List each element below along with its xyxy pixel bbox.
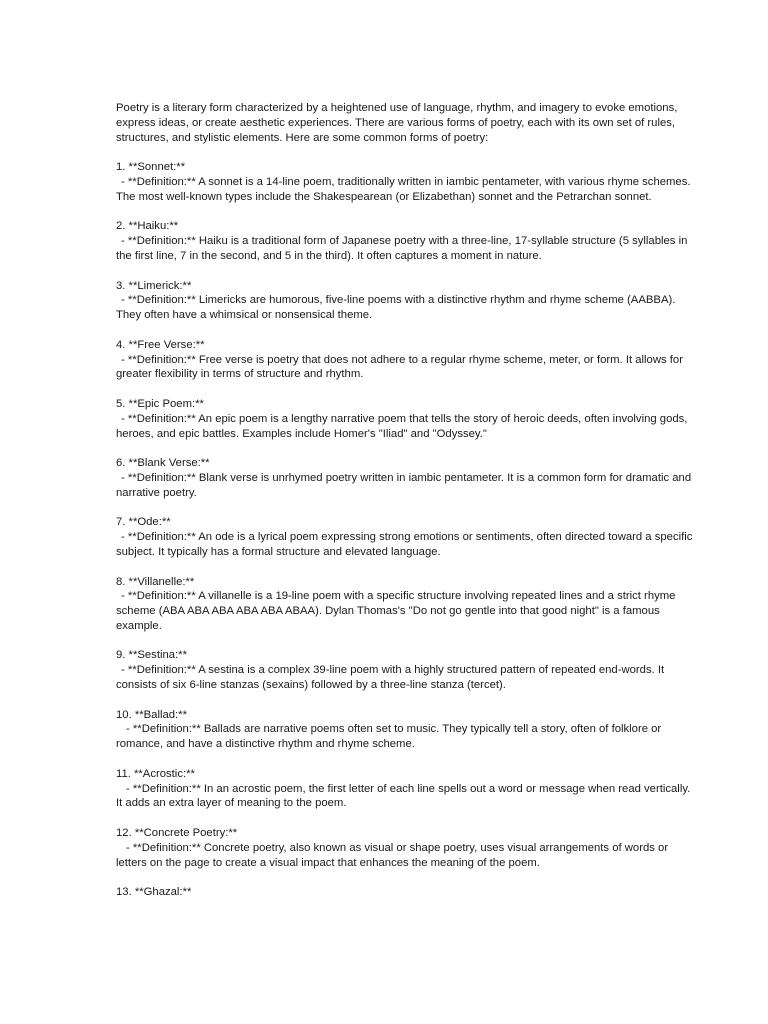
list-item xyxy=(116,575,696,634)
list-item xyxy=(116,338,696,382)
item-heading: 13. **Ghazal:** xyxy=(116,886,192,899)
item-definition: - **Definition:** Concrete poetry, also known as visual or shape poetry, uses visual arrangements of words or letters on the page to create a visual impact that enhances the meaning of the poem. xyxy=(116,841,669,869)
item-definition: - **Definition:** A sonnet is a 14-line poem, traditionally written in iambic pentameter, with various rhyme schemes. The most well-known types include the Shakespearean (or Elizabethan) sonnet and the Petrarchan sonnet. xyxy=(116,175,691,203)
list-item xyxy=(116,826,696,870)
list-item xyxy=(116,279,696,323)
list-item xyxy=(116,515,696,559)
item-heading: 12. **Concrete Poetry:** xyxy=(116,827,238,840)
item-definition: - **Definition:** Haiku is a traditional form of Japanese poetry with a three-line, 17-syllable structure (5 syllables in the first line, 7 in the second, and 5 in the third). It often captures a moment in nature. xyxy=(116,235,688,262)
item-heading: 1. **Sonnet:** xyxy=(116,161,186,174)
list-item xyxy=(116,885,696,900)
item-definition: - **Definition:** A villanelle is a 19-line poem with a specific structure involving repeated lines and a strict rhyme scheme (ABA ABA ABA ABA ABA ABAA). Dylan Thomas's "Do not go gentle into that good night" is a famous example. xyxy=(116,590,676,632)
item-heading: 4. **Free Verse:** xyxy=(116,338,205,351)
list-item xyxy=(116,767,696,811)
item-heading: 6. **Blank Verse:** xyxy=(116,457,210,470)
item-heading: 11. **Acrostic:** xyxy=(116,767,195,780)
item-definition: - **Definition:** Free verse is poetry that does not adhere to a regular rhyme scheme, meter, or form. It allows for greater flexibility in terms of structure and rhythm. xyxy=(116,353,683,381)
intro-paragraph: Poetry is a literary form characterized by a heightened use of language, rhythm, and imagery to evoke emotions, express ideas, or create aesthetic experiences. There are various forms of poetry, each with its own set of rules, structures, and stylistic elements. Here are some common forms of poetry: xyxy=(116,102,678,144)
list-item xyxy=(116,219,696,263)
list-item xyxy=(116,397,696,441)
list-item xyxy=(116,456,696,500)
item-heading: 5. **Epic Poem:** xyxy=(116,397,204,410)
list-item xyxy=(116,708,696,752)
item-definition: - **Definition:** An ode is a lyrical poem expressing strong emotions or sentiments, often directed toward a specific subject. It typically has a formal structure and elevated language. xyxy=(116,531,693,558)
item-heading: 9. **Sestina:** xyxy=(116,649,187,662)
document-body xyxy=(116,101,696,915)
item-definition: - **Definition:** Ballads are narrative poems often set to music. They typically tell a story, often of folklore or romance, and have a distinctive rhythm and rhyme scheme. xyxy=(116,723,662,751)
item-definition: - **Definition:** A sestina is a complex 39-line poem with a highly structured pattern of repeated end-words. It consists of six 6-line stanzas (sexains) followed by a three-line stanza (tercet). xyxy=(116,664,665,692)
item-heading: 10. **Ballad:** xyxy=(116,708,187,721)
item-definition: - **Definition:** Blank verse is unrhymed poetry written in iambic pentameter. It is a common form for dramatic and narrative poetry. xyxy=(116,471,692,499)
item-heading: 3. **Limerick:** xyxy=(116,279,192,292)
list-item xyxy=(116,160,696,204)
list-item xyxy=(116,648,696,692)
item-definition: - **Definition:** An epic poem is a lengthy narrative poem that tells the story of heroic deeds, often involving gods, heroes, and epic battles. Examples include Homer's "Iliad" and "Odyssey." xyxy=(116,412,688,440)
item-heading: 7. **Ode:** xyxy=(116,516,171,529)
item-heading: 8. **Villanelle:** xyxy=(116,575,195,588)
item-definition: - **Definition:** In an acrostic poem, the first letter of each line spells out a word or message when read vertically. It adds an extra layer of meaning to the poem. xyxy=(116,782,691,810)
item-heading: 2. **Haiku:** xyxy=(116,220,179,233)
item-definition: - **Definition:** Limericks are humorous, five-line poems with a distinctive rhythm and rhyme scheme (AABBA). They often have a whimsical or nonsensical theme. xyxy=(116,294,676,322)
